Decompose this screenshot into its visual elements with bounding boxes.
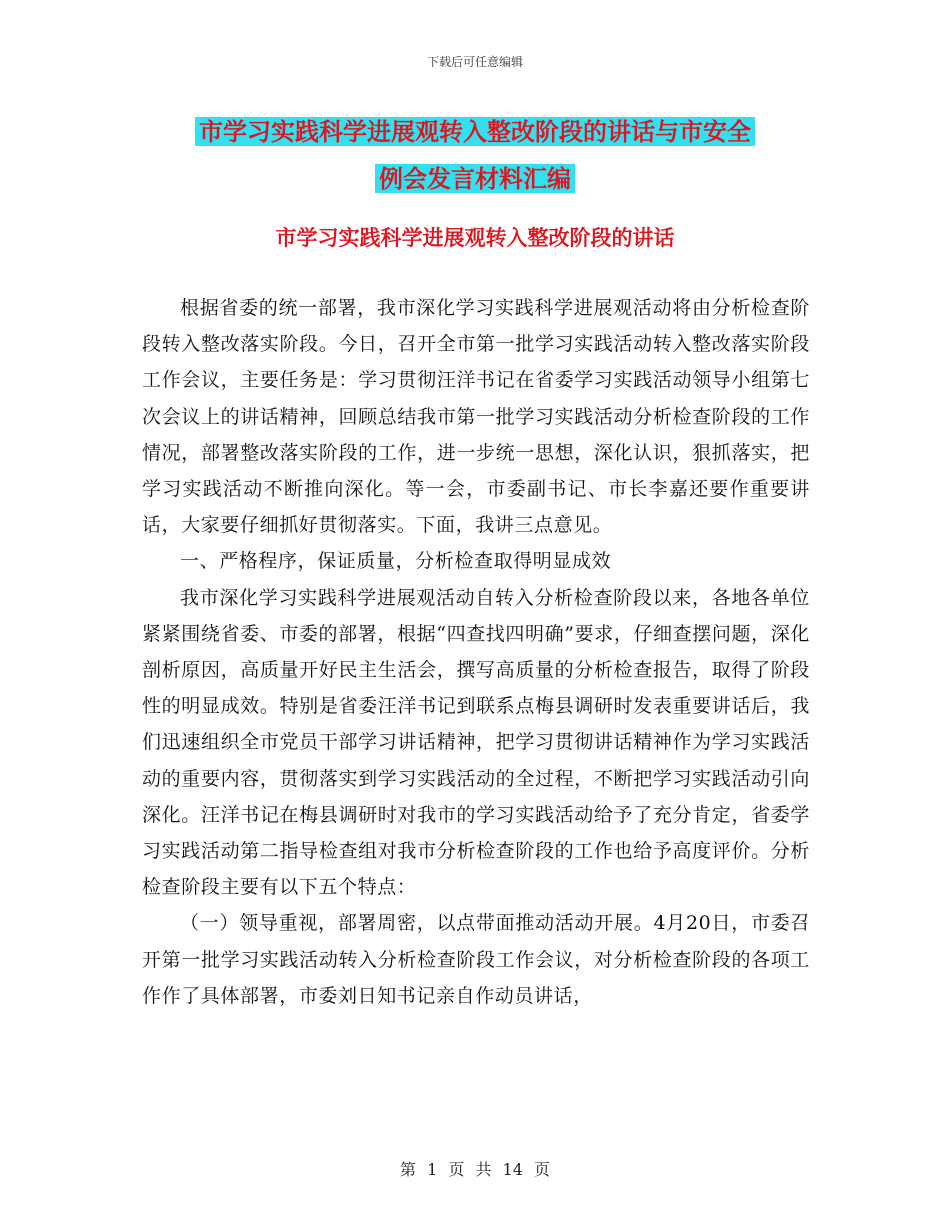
document-title-line1: 市学习实践科学进展观转入整改阶段的讲话与市安全 (195, 117, 755, 146)
page-header-note: 下载后可任意编辑 (426, 55, 523, 69)
document-body (142, 290, 810, 1014)
paragraph-analysis: 我市深化学习实践科学进展观活动自转入分析检查阶段以来，各地各单位紧紧围绕省委、市委的部署，根据“四查找四明确”要求，仔细查摆问题，深化剖析原因，高质量开好民主生活会，撰写高质量的分析检查报告，取得了阶段性的明显成效。特别是省委汪洋书记到联系点梅县调研时发表重要讲话后，我们迅速组织全市党员干部学习讲话精神，把学习贯彻讲话精神作为学习实践活动的重要内容，贯彻落实到学习实践活动的全过程，不断把学习实践活动引向深化。汪洋书记在梅县调研时对我市的学习实践活动给予了充分肯定，省委学习实践活动第二指导检查组对我市分析检查阶段的工作也给予高度评价。分析检查阶段主要有以下五个特点： (142, 586, 810, 899)
page-footer-number: 第 1 页 共 14 页 (400, 1160, 550, 1179)
section-title: 市学习实践科学进展观转入整改阶段的讲话 (275, 225, 675, 250)
paragraph-heading-1: 一、严格程序，保证质量，分析检查取得明显成效 (180, 550, 612, 573)
document-title-line2: 例会发言材料汇编 (375, 164, 575, 193)
paragraph-point-1: （一）领导重视，部署周密，以点带面推动活动开展。4月20日，市委召开第一批学习实践活动转入分析检查阶段工作会议，对分析检查阶段的各项工作作了具体部署，市委刘日知书记亲自作动员讲话， (142, 912, 810, 1007)
document-title (140, 108, 810, 202)
paragraph-intro: 根据省委的统一部署，我市深化学习实践科学进展观活动将由分析检查阶段转入整改落实阶段。今日，召开全市第一批学习实践活动转入整改落实阶段工作会议，主要任务是：学习贯彻汪洋书记在省委学习实践活动领导小组第七次会议上的讲话精神，回顾总结我市第一批学习实践活动分析检查阶段的工作情况，部署整改落实阶段的工作，进一步统一思想，深化认识，狠抓落实，把学习实践活动不断推向深化。等一会，市委副书记、市长李嘉还要作重要讲话，大家要仔细抓好贯彻落实。下面，我讲三点意见。 (142, 297, 810, 537)
